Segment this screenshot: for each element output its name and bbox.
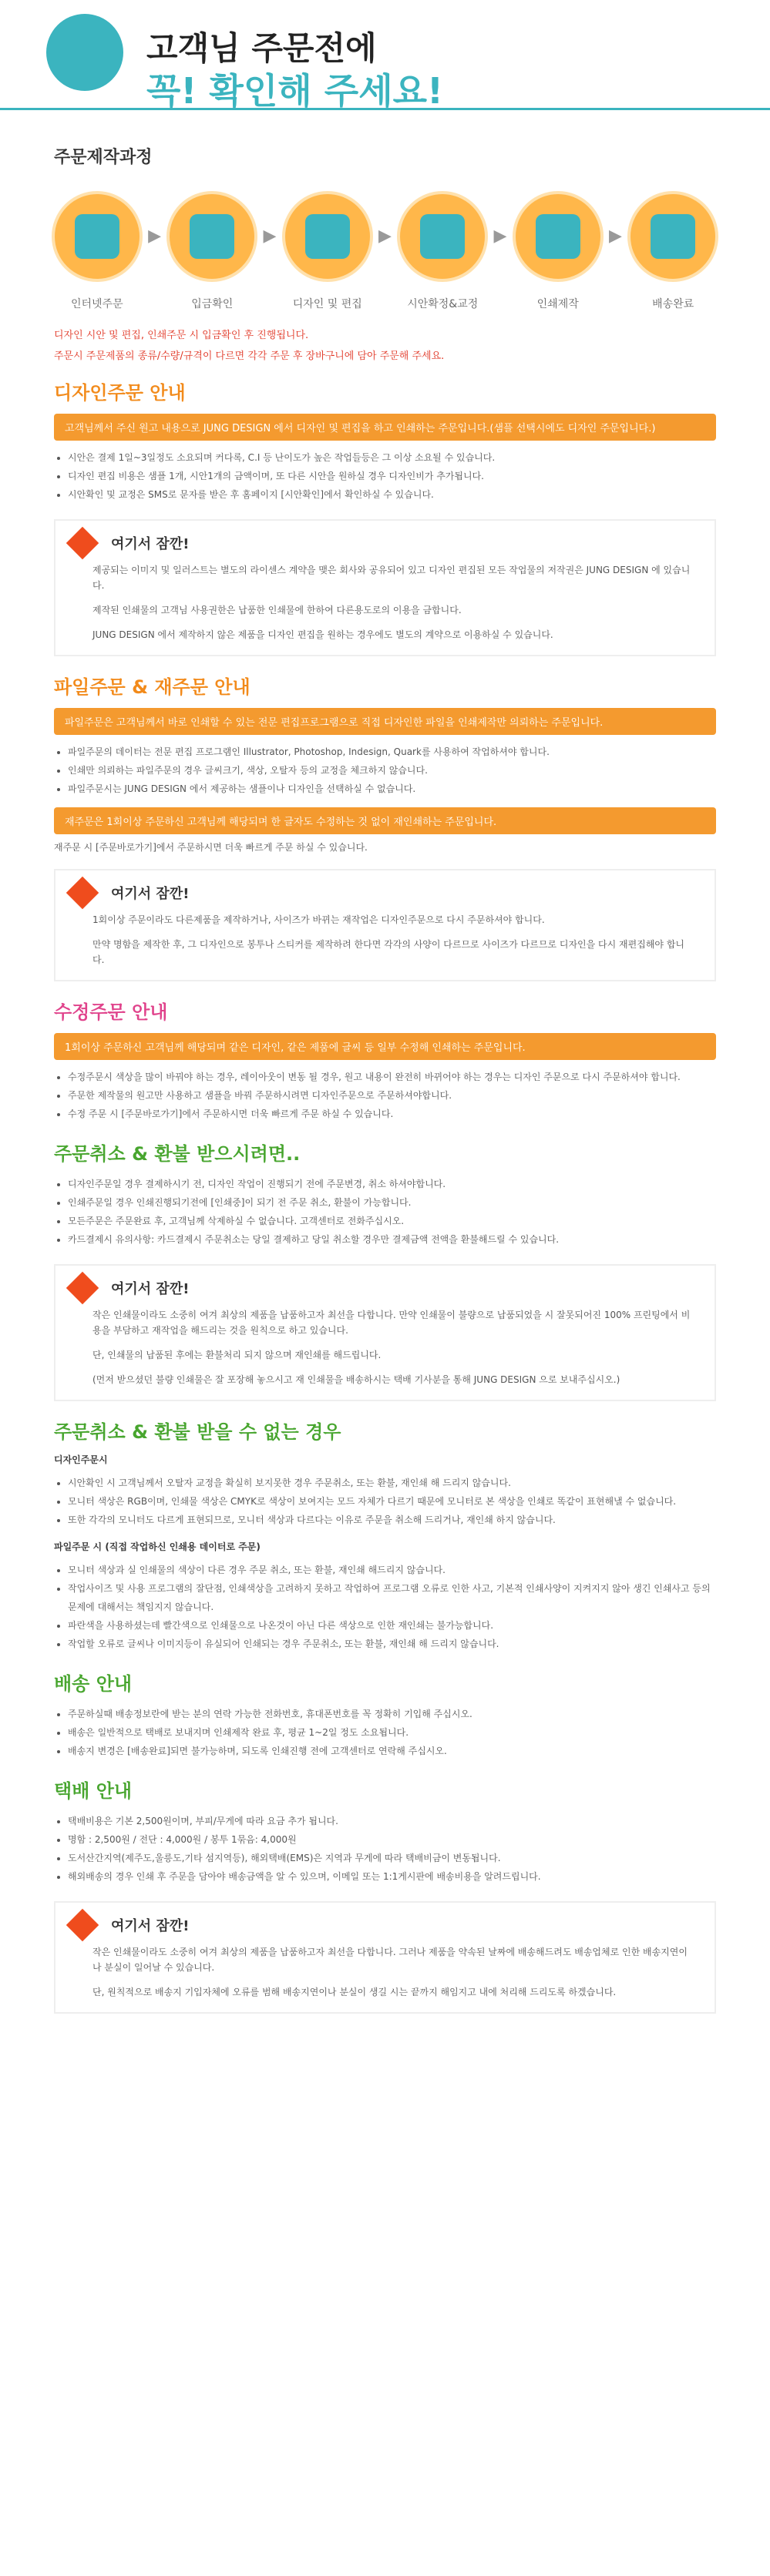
revise-title: 수정주문 안내 — [54, 1001, 168, 1023]
warn2-line-2: 만약 명함을 제작한 후, 그 디자인으로 봉투나 스티커를 제작하려 한다면 각각의 사양이 다르므로 사이즈가 다르므로 디자인을 다시 재편집해야 합니다. — [92, 939, 684, 965]
file-item-4: 재주문 시 [주문바로가기]에서 주문하시면 더욱 빠르게 주문 하실 수 있습니다. — [54, 842, 368, 853]
file-item-2: • 인쇄만 의뢰하는 파일주문의 경우 글씨크기, 색상, 오탈자 등의 교정을 체크하지 않습니다. — [68, 761, 716, 780]
norefund-item-3: • 또한 각각의 모니터도 다르게 표현되므로, 모니터 색상과 다르다는 이유로 주문을 취소해 드리거나, 재인쇄 하지 않습니다. — [68, 1511, 716, 1529]
warn1-line-2: 제작된 인쇄물의 고객님 사용권한은 납품한 인쇄물에 한하여 다른용도로의 이용을 금합니다. — [92, 605, 462, 615]
delivery-item-2: • 배송은 일반적으로 택배로 보내지며 인쇄제작 완료 후, 평균 1~2일 정도 소요됩니다. — [68, 1723, 716, 1742]
warn2-line-1: 1회이상 주문이라도 다른제품을 제작하거나, 사이즈가 바뀌는 재작업은 디자인주문으로 다시 주문하셔야 합니다. — [92, 914, 545, 925]
file-item-1: • 파일주문의 데이터는 전문 편집 프로그램인 Illustrator, Photoshop, Indesign, Quark를 사용하여 작업하셔야 합니다. — [68, 743, 716, 761]
warn-title-2: 여기서 잠깐! — [111, 886, 190, 902]
warn-title-4: 여기서 잠깐! — [111, 1918, 190, 1934]
parcel-title: 택배 안내 — [54, 1780, 133, 1802]
warn-box-3 — [54, 1264, 716, 1401]
pencil-icon — [66, 1272, 99, 1304]
note-1: 디자인 시안 및 편집, 인쇄주문 시 입금확인 후 진행됩니다. — [54, 330, 309, 341]
cancel-item-1: • 디자인주문일 경우 결제하시기 전, 디자인 작업이 진행되기 전에 주문변경, 취소 하셔야합니다. — [68, 1175, 716, 1193]
warn4-line-1: 작은 인쇄물이라도 소중히 여겨 최상의 제품을 납품하고자 최선을 다합니다. 그러나 제품을 약속된 날짜에 배송해드려도 배송업체로 인한 배송지연이나 분실이 일어날 수 있습니다. — [92, 1947, 688, 1973]
file-title: 파일주문 & 재주문 안내 — [54, 676, 251, 698]
note-2: 주문시 주문제품의 종류/수량/규격이 다르면 각각 주문 후 장바구니에 담아 주문해 주세요. — [54, 351, 445, 362]
revise-item-3: • 수정 주문 시 [주문바로가기]에서 주문하시면 더욱 빠르게 주문 하실 수 있습니다. — [68, 1105, 716, 1123]
design-item-2: • 디자인 편집 비용은 샘플 1개, 시안1개의 금액이며, 또 다른 시안을 원하실 경우 디자인비가 추가됩니다. — [68, 467, 716, 485]
revise-bar: 1회이상 주문하신 고객님께 해당되며 같은 디자인, 같은 제품에 글씨 등 일부 수정해 인쇄하는 주문입니다. — [54, 1033, 716, 1060]
cancel-item-2: • 인쇄주문일 경우 인쇄진행되기전에 [인쇄중]이 되기 전 주문 취소, 환불이 가능합니다. — [68, 1193, 716, 1212]
warn-title-3: 여기서 잠깐! — [111, 1281, 190, 1297]
step-3: 디자인 및 편집 — [292, 298, 362, 310]
warn-box-4 — [54, 1901, 716, 2014]
norefund-sub2: 파일주문 시 (직접 작업하신 인쇄용 데이터로 주문) — [54, 1541, 261, 1552]
design-item-1: • 시안은 결제 1일~3일정도 소요되며 커다록, C.I 등 난이도가 높은 작업들등은 그 이상 소요될 수 있습니다. — [68, 448, 716, 467]
logo-icon — [46, 14, 123, 91]
header-subtitle: 꼭! 확인해 주세요! — [146, 70, 444, 112]
palette-icon — [305, 214, 350, 259]
parcel-item-2: • 명함 : 2,500원 / 전단 : 4,000원 / 봉투 1묶음: 4,000원 — [68, 1830, 716, 1849]
warn3-line-2: 단, 인쇄물의 납품된 후에는 환불처리 되지 않으며 재인쇄를 해드립니다. — [92, 1350, 382, 1360]
parcel-item-3: • 도서산간지역(제주도,울릉도,기타 섬지역등), 해외택배(EMS)은 지역과 무게에 따라 택배비금이 변동됩니다. — [68, 1849, 716, 1867]
step-1: 인터넷주문 — [70, 298, 123, 310]
parcel-item-4: • 해외배송의 경우 인쇄 후 주문을 담아야 배송금액을 알 수 있으며, 이메일 또는 1:1게시판에 배송비용을 알려드립니다. — [68, 1867, 716, 1886]
step-5: 인쇄제작 — [536, 298, 579, 310]
file-bar: 파일주문은 고객님께서 바로 인쇄할 수 있는 전문 편집프로그램으로 직접 디자인한 파일을 인쇄제작만 의뢰하는 주문입니다. — [54, 708, 716, 735]
pencil-icon — [66, 527, 99, 559]
printer-icon — [536, 214, 580, 259]
delivery-item-1: • 주문하실때 배송정보란에 받는 분의 연락 가능한 전화번호, 휴대폰번호를 꼭 정확히 기입해 주십시오. — [68, 1705, 716, 1723]
norefund2-item-2: • 작업사이즈 및 사용 프로그램의 잘단점, 인쇄색상을 고려하지 못하고 작업하여 프로그램 오류로 인한 사고, 기본적 인쇄사양이 지켜지지 않아 생긴 인쇄사고 등의 문제에 대해서는 책임지지 않습니다. — [68, 1579, 716, 1616]
warn1-line-3: JUNG DESIGN 에서 제작하지 않은 제품을 디자인 편집을 원하는 경우에도 별도의 계약으로 이용하실 수 있습니다. — [92, 629, 553, 640]
warn-box-2 — [54, 869, 716, 981]
calculator-icon — [190, 214, 234, 259]
warn-title-1: 여기서 잠깐! — [111, 536, 190, 552]
norefund-title: 주문취소 & 환불 받을 수 없는 경우 — [54, 1421, 341, 1443]
design-title: 디자인주문 안내 — [54, 382, 186, 404]
design-item-3: • 시안확인 및 교정은 SMS로 문자를 받은 후 홈페이지 [시안확인]에서 확인하실 수 있습니다. — [68, 485, 716, 504]
cancel-item-4: • 카드결제시 유의사항: 카드결제시 주문취소는 당일 결제하고 당일 취소할 경우만 결제금액 전액을 환불해드릴 수 있습니다. — [68, 1230, 716, 1249]
pencil-icon — [66, 877, 99, 909]
delivery-item-3: • 배송지 변경은 [배송완료]되면 불가능하며, 되도록 인쇄진행 전에 고객센터로 연락해 주십시오. — [68, 1742, 716, 1760]
delivery-title: 배송 안내 — [54, 1673, 133, 1695]
step-6: 배송완료 — [652, 298, 694, 310]
revise-item-1: • 수정주문시 색상을 많이 바꿔야 하는 경우, 레이아웃이 변동 될 경우, 원고 내용이 완전히 바뀌어야 하는 경우는 디자인 주문으로 다시 주문하셔야 합니다. — [68, 1068, 716, 1086]
parcel-item-1: • 택배비용은 기본 2,500원이며, 부피/무게에 따라 요금 추가 됩니다. — [68, 1812, 716, 1830]
truck-icon — [651, 214, 695, 259]
monitor-icon — [420, 214, 465, 259]
warn3-line-3: (먼저 받으셨던 불량 인쇄물은 잘 포장해 놓으시고 재 인쇄물을 배송하시는 택배 기사분을 통해 JUNG DESIGN 으로 보내주십시오.) — [92, 1374, 620, 1385]
norefund2-item-1: • 모니터 색상과 실 인쇄물의 색상이 다른 경우 주문 취소, 또는 환불, 재인쇄 해드리지 않습니다. — [68, 1561, 716, 1579]
header-title: 고객님 주문전에 — [146, 29, 377, 67]
norefund2-item-3: • 파란색을 사용하셨는데 빨간색으로 인쇄물으로 나온것이 아닌 다른 색상으로 인한 재인쇄는 불가능합니다. — [68, 1616, 716, 1635]
step-2: 입금확인 — [191, 298, 234, 310]
cancel-item-3: • 모든주문은 주문완료 후, 고객님께 삭제하실 수 없습니다. 고객센터로 전화주십시오. — [68, 1212, 716, 1230]
norefund2-item-4: • 작업할 오류로 글씨나 이미지등이 유실되어 인쇄되는 경우 주문취소, 또는 환불, 재인쇄 해 드리지 않습니다. — [68, 1635, 716, 1653]
warn-box-1 — [54, 519, 716, 656]
cancel-title: 주문취소 & 환불 받으시려면.. — [54, 1143, 301, 1165]
revise-item-2: • 주문한 제작물의 원고만 사용하고 샘플을 바꿔 주문하시려면 디자인주문으로 주문하셔야합니다. — [68, 1086, 716, 1105]
computer-icon — [75, 214, 119, 259]
pencil-icon — [66, 1909, 99, 1941]
norefund-sub1: 디자인주문시 — [54, 1454, 108, 1465]
warn4-line-2: 단, 원칙적으로 배송지 기입자체에 오류를 범해 배송지연이나 분실이 생길 시는 끝까지 해임지고 내에 처리해 드리도록 하겠습니다. — [92, 1987, 617, 1997]
design-bar: 고객님께서 주신 원고 내용으로 JUNG DESIGN 에서 디자인 및 편집을 하고 인쇄하는 주문입니다.(샘플 선택시에도 디자인 주문입니다.) — [54, 414, 716, 441]
warn3-line-1: 작은 인쇄물이라도 소중히 여겨 최상의 제품을 납품하고자 최선을 다합니다. 만약 인쇄물이 불량으로 납품되었을 시 잘못되어진 100% 프린팅에서 비용을 부담하고 재작업을 해드리는 것을 원칙으로 하고 있습니다. — [92, 1310, 691, 1336]
file-bar-2: 재주문은 1회이상 주문하신 고객님께 해당되며 한 글자도 수정하는 것 없이 재인쇄하는 주문입니다. — [54, 807, 716, 834]
norefund-item-2: • 모니터 색상은 RGB이며, 인쇄물 색상은 CMYK로 색상이 보여지는 모드 자체가 다르기 때문에 모니터로 본 색상을 인쇄로 똑같이 표현해낼 수 없습니다. — [68, 1492, 716, 1511]
warn1-line-1: 제공되는 이미지 및 일러스트는 별도의 라이센스 계약을 맺은 회사와 공유되어 있고 디자인 편집된 모든 작업물의 저작권은 JUNG DESIGN 에 있습니다. — [92, 565, 691, 591]
norefund-item-1: • 시안확인 시 고객님께서 오탈자 교정을 확실히 보지못한 경우 주문취소, 또는 환불, 재인쇄 해 드리지 않습니다. — [68, 1474, 716, 1492]
process-title: 주문제작과정 — [54, 148, 153, 167]
step-4: 시안확정&교정 — [407, 298, 479, 310]
file-item-3: • 파일주문시는 JUNG DESIGN 에서 제공하는 샘플이나 디자인을 선택하실 수 없습니다. — [68, 780, 716, 798]
